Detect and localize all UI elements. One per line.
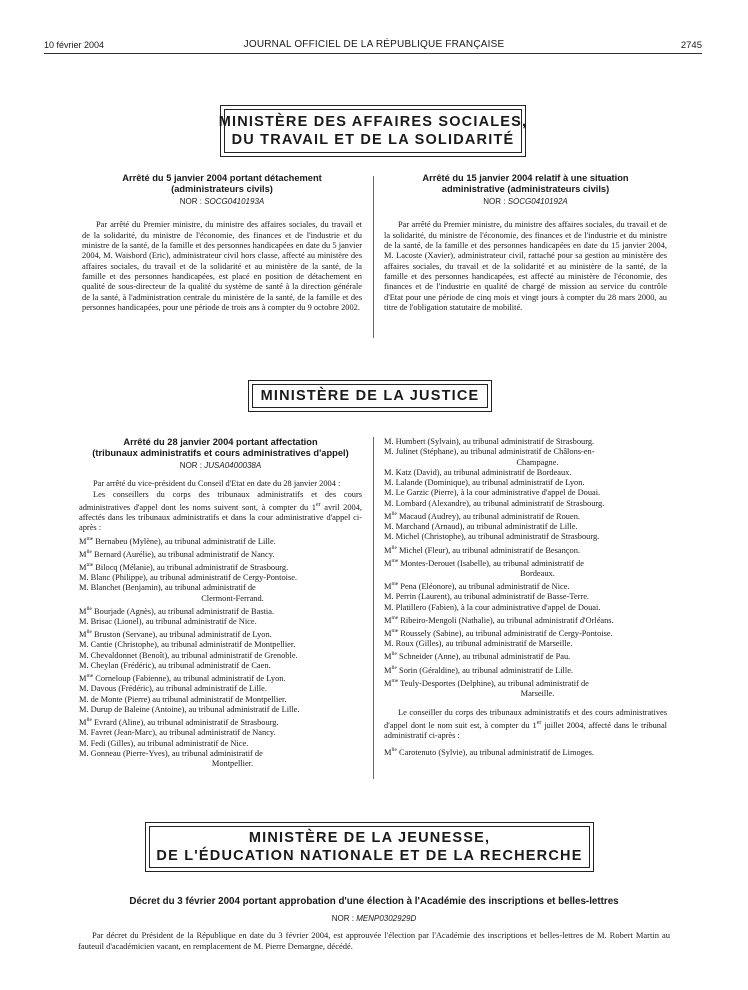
assignment-text: de Monte (Pierre) au tribunal administratif de Montpellier.	[88, 694, 287, 704]
page-number: 2745	[680, 40, 702, 51]
list-item	[384, 437, 667, 447]
civility: M.	[79, 684, 89, 694]
civility: M.	[384, 522, 394, 532]
assignment-continuation: Marseille.	[520, 688, 555, 698]
list-item	[384, 626, 667, 639]
ministry-affaires-line1: MINISTÈRE DES AFFAIRES SOCIALES,	[218, 114, 528, 130]
civility: M.	[79, 640, 89, 650]
civility-suffix: me	[391, 614, 399, 621]
arrete-5-janvier	[82, 173, 362, 313]
civility: M.	[79, 705, 89, 714]
civility: M	[79, 536, 87, 546]
civility-suffix: me	[86, 561, 94, 568]
list-item	[384, 543, 667, 556]
assignment-text: Perrin (Laurent), au tribunal administratif de Basse-Terre.	[393, 592, 590, 602]
list-item	[384, 603, 667, 613]
list-item	[384, 745, 667, 758]
decret-3-body: Par décret du Président de la République en date du 3 février 2004, est approuvée l'élection par l'Académie des inscriptions et belles-lettres de M. Robert Martin au fauteuil d'académicien vacant, en remplacement de M. Pierre Demargne, décédé.	[78, 930, 670, 951]
civility: M	[384, 582, 392, 592]
assignment-text: Schneider (Anne), au tribunal administratif de Pau.	[396, 652, 571, 662]
civility-suffix: me	[86, 673, 94, 680]
list-item	[79, 640, 362, 650]
assignment-text: Humbert (Sylvain), au tribunal administratif de Strasbourg.	[393, 437, 595, 446]
assignment-text: Corneloup (Fabienne), au tribunal administratif de Lyon.	[93, 674, 286, 684]
list-item	[79, 617, 362, 627]
civility: M.	[79, 694, 89, 704]
header-rule	[44, 53, 702, 54]
decret-3-nor	[40, 914, 708, 923]
journal-title: JOURNAL OFFICIEL DE LA RÉPUBLIQUE FRANÇAISE	[243, 39, 505, 50]
arrete-28-closing: Le conseiller du corps des tribunaux administratifs et des cours administratives d'appel dont le nom suit est, à compter du 1er juillet 2004, affecté dans le tribunal administratif ci-après :	[384, 708, 668, 741]
civility: M	[384, 652, 392, 662]
civility-suffix: lle	[391, 746, 397, 753]
list-item	[79, 583, 362, 604]
list-item	[384, 522, 667, 532]
ministry-affaires-line2: DU TRAVAIL ET DE LA SOLIDARITÉ	[231, 132, 515, 148]
assignment-text: Bourjade (Agnès), au tribunal administratif de Bastia.	[91, 606, 275, 616]
arrete-15-title-1: Arrêté du 15 janvier 2004 relatif à une situation	[422, 173, 629, 183]
assignment-text: Sorin (Géraldine), au tribunal administratif de Lille.	[396, 665, 574, 675]
ministry-jeunesse-line2: DE L'ÉDUCATION NATIONALE ET DE LA RECHERCHE	[156, 848, 583, 864]
list-item	[384, 509, 667, 522]
assignment-text: Bilocq (Mélanie), au tribunal administratif de Strasbourg.	[93, 562, 289, 572]
civility: M.	[79, 583, 89, 593]
civility: M	[384, 747, 392, 757]
civility: M.	[79, 617, 89, 627]
civility: M	[384, 615, 392, 625]
list-item	[384, 499, 667, 509]
assignment-continuation: Montpellier.	[211, 759, 254, 769]
assignment-text: Davous (Frédéric), au tribunal administratif de Lille.	[88, 684, 267, 694]
assignment-text: Lalande (Dominique), au tribunal administratif de Lyon.	[393, 478, 585, 488]
assignment-text: Cheylan (Frédéric), au tribunal administratif de Caen.	[88, 661, 271, 671]
civility: M.	[384, 447, 394, 457]
list-item	[79, 739, 362, 749]
assignment-text: Brisac (Lionel), au tribunal administratif de Nice.	[88, 617, 257, 627]
arrete-5-body: Par arrêté du Premier ministre, du ministre des affaires sociales, du travail et de la solidarité, du ministre de l'économie, des finances et de l'industrie et du ministre de la santé, de la famille et des personnes handicapées en date du 5 janvier 2004, M. Waisbord (Eric), administrateur civil hors classe, affecté au ministère des affaires sociales, du travail et de la solidarité et au ministère de la santé, de la famille et des personnes handicapées, est placé en position de détachement en qualité de sous-directeur de la qualité du système de santé à la direction générale de la santé, à l'administration centrale du ministère de la santé, de la famille et des personnes handicapées, pour une période de trois ans à compter du 9 octobre 2002.	[82, 220, 362, 312]
list-item	[79, 705, 362, 715]
assignment-text: Michel (Christophe), au tribunal administratif de Strasbourg.	[393, 532, 600, 542]
ministry-jeunesse-box	[145, 822, 594, 872]
ministry-justice-box	[248, 380, 492, 412]
list-item	[79, 560, 362, 573]
nor-label: NOR :	[331, 914, 354, 923]
civility-suffix: lle	[86, 629, 92, 636]
assignment-text: Platillero (Fabien), à la cour administrative d'appel de Douai.	[393, 602, 601, 612]
column-divider-bottom	[373, 437, 374, 779]
assignment-continuation: Clermont-Ferrand.	[201, 593, 264, 603]
assignment-text: Fedi (Gilles), au tribunal administratif de Nice.	[88, 738, 249, 748]
civility-suffix: me	[391, 581, 399, 588]
civility: M	[79, 562, 87, 572]
civility: M.	[79, 573, 89, 583]
assignment-text: Bernabeu (Mylène), au tribunal administratif de Lille.	[93, 536, 276, 546]
arrete-5-nor	[82, 197, 362, 207]
list-item	[384, 556, 667, 579]
arrete-28-title-1: Arrêté du 28 janvier 2004 portant affectation	[123, 437, 318, 447]
arrete-15-title-2: administrative (administrateurs civils)	[441, 183, 610, 194]
assignment-text: Le Garzic (Pierre), à la cour administrative d'appel de Douai.	[393, 488, 601, 498]
arrete-5-title-2: (administrateurs civils)	[171, 183, 273, 194]
assignment-text: Macaud (Audrey), au tribunal administratif de Rouen.	[396, 511, 580, 521]
assignment-text: Cantie (Christophe), au tribunal administratif de Montpellier.	[88, 640, 296, 650]
arrete-28-nor	[79, 461, 362, 471]
header-date: 10 février 2004	[44, 40, 105, 50]
assignment-text: Blanchet (Benjamin), au tribunal administratif de	[88, 583, 256, 593]
list-item	[384, 649, 667, 662]
list-item	[384, 579, 667, 592]
civility-suffix: lle	[391, 511, 397, 518]
civility: M.	[79, 661, 89, 671]
civility: M.	[384, 592, 394, 602]
list-item	[384, 447, 667, 468]
arrete-28-janvier-left	[79, 437, 362, 770]
list-item	[384, 478, 667, 488]
assignment-list-left	[79, 534, 362, 770]
civility: M	[384, 558, 392, 568]
ministry-jeunesse-line1: MINISTÈRE DE LA JEUNESSE,	[248, 830, 491, 846]
civility: M	[384, 545, 392, 555]
assignment-text: Gonneau (Pierre-Yves), au tribunal administratif de	[88, 748, 263, 758]
civility: M	[79, 718, 87, 728]
arrete-5-title-1: Arrêté du 5 janvier 2004 portant détachement	[122, 173, 322, 183]
arrete-28-janvier-right	[384, 437, 667, 758]
list-item	[79, 728, 362, 738]
list-item	[384, 592, 667, 602]
civility: M.	[79, 748, 89, 758]
list-item	[384, 532, 667, 542]
civility-suffix: me	[86, 535, 94, 542]
civility-suffix: lle	[391, 664, 397, 671]
civility: M.	[384, 602, 394, 612]
civility-suffix: me	[391, 557, 399, 564]
civility: M.	[384, 498, 394, 508]
assignment-text: Katz (David), au tribunal administratif de Bordeaux.	[393, 467, 572, 477]
civility: M	[79, 674, 87, 684]
civility-suffix: me	[391, 677, 399, 684]
list-item	[79, 573, 362, 583]
civility: M.	[384, 467, 394, 477]
assignment-text: Ribeiro-Mengoli (Nathalie), au tribunal administratif d'Orléans.	[398, 615, 614, 625]
assignment-text: Favret (Jean-Marc), au tribunal administratif de Nancy.	[88, 728, 276, 738]
list-item	[79, 671, 362, 684]
list-item	[384, 663, 667, 676]
assignment-text: Carotenuto (Sylvie), au tribunal administratif de Limoges.	[396, 747, 594, 757]
assignment-text: Roussely (Sabine), au tribunal administratif de Cergy-Pontoise.	[398, 628, 613, 638]
list-item	[79, 627, 362, 640]
assignment-text: Pena (Eléonore), au tribunal administratif de Nice.	[398, 582, 570, 592]
civility: M	[79, 549, 87, 559]
civility: M.	[384, 639, 394, 649]
nor-code: SOCG0410192A	[507, 197, 568, 207]
list-item	[79, 604, 362, 617]
decret-3-title: Décret du 3 février 2004 portant approbation d'une élection à l'Académie des inscriptions et belles-lettres	[129, 896, 619, 907]
list-item	[79, 661, 362, 671]
list-item	[384, 488, 667, 498]
assignment-text: Roux (Gilles), au tribunal administratif de Marseille.	[393, 639, 573, 649]
assignment-continuation: Bordeaux.	[520, 568, 555, 578]
assignment-text: Julinet (Stéphane), au tribunal administratif de Châlons-en-	[393, 447, 595, 457]
list-item	[384, 676, 667, 699]
assignment-text: Lombard (Alexandre), au tribunal administratif de Strasbourg.	[393, 498, 605, 508]
assignment-text: Blanc (Philippe), au tribunal administratif de Cergy-Pontoise.	[88, 573, 298, 583]
civility-suffix: me	[391, 628, 399, 635]
assignment-text: Evrard (Aline), au tribunal administratif de Strasbourg.	[91, 718, 279, 728]
assignment-text: Chevaldonnet (Benoît), au tribunal administratif de Grenoble.	[88, 650, 298, 660]
civility: M.	[384, 437, 394, 446]
list-item	[384, 639, 667, 649]
civility: M.	[79, 738, 89, 748]
nor-code: SOCG0410193A	[204, 197, 265, 207]
civility: M	[384, 665, 392, 675]
ministry-justice-line1: MINISTÈRE DE LA JUSTICE	[260, 388, 480, 404]
list-item	[79, 715, 362, 728]
assignment-text: Michel (Fleur), au tribunal administratif de Besançon.	[396, 545, 580, 555]
civility-suffix: lle	[391, 651, 397, 658]
list-item	[79, 684, 362, 694]
column-divider-top	[373, 176, 374, 338]
arrete-28-intro-1: Par arrêté du vice-président du Conseil d'Etat en date du 28 janvier 2004 :	[93, 479, 341, 489]
arrete-15-nor	[384, 197, 667, 207]
civility: M.	[79, 650, 89, 660]
assignment-continuation: Champagne.	[516, 457, 559, 467]
civility: M.	[384, 478, 394, 488]
civility-suffix: lle	[86, 717, 92, 724]
ministry-affaires-sociales-box	[220, 105, 526, 157]
arrete-15-body: Par arrêté du Premier ministre, du ministre des affaires sociales, du travail et de la solidarité, du ministre de l'économie, des finances et de l'industrie et du ministre de la santé, de la famille et des personnes handicapées en date du 15 janvier 2004, M. Lacoste (Xavier), administrateur civil, rattaché pour sa gestion au ministère des affaires sociales, du travail et de la solidarité et au ministère de la santé, de la famille et des personnes handicapées, est affecté au ministère de l'économie, des finances et de l'industrie en qualité de chargé de mission au service du contrôle d'Etat pour une période de cinq mois et vingt jours à compter du 28 mars 2000, au titre de l'obligation statutaire de mobilité.	[384, 220, 667, 312]
civility: M	[384, 678, 392, 688]
civility-suffix: lle	[86, 605, 92, 612]
assignment-text: Montes-Derouet (Isabelle), au tribunal administratif de	[398, 558, 585, 568]
list-item	[79, 695, 362, 705]
list-item	[79, 534, 362, 547]
assignment-list-closing	[384, 745, 667, 758]
arrete-15-janvier	[384, 173, 667, 313]
list-item	[384, 613, 667, 626]
civility: M	[79, 606, 87, 616]
assignment-text: Teuly-Desportes (Delphine), au tribunal administratif de	[398, 678, 589, 688]
nor-code: JUSA0400038A	[204, 461, 262, 471]
list-item	[79, 651, 362, 661]
list-item	[79, 547, 362, 560]
nor-code: MENP0302929D	[356, 914, 417, 923]
nor-label: NOR :	[179, 197, 202, 207]
assignment-text: Durup de Baleine (Antoine), au tribunal administratif de Lille.	[88, 705, 300, 714]
civility-suffix: lle	[86, 548, 92, 555]
arrete-28-title-2: (tribunaux administratifs et cours administratives d'appel)	[92, 447, 349, 458]
civility: M.	[384, 532, 394, 542]
assignment-text: Bernard (Aurélie), au tribunal administratif de Nancy.	[91, 549, 275, 559]
civility-suffix: lle	[391, 544, 397, 551]
assignment-text: Bruston (Servane), au tribunal administratif de Lyon.	[91, 630, 272, 640]
civility: M.	[79, 728, 89, 738]
list-item	[79, 749, 362, 770]
civility: M	[384, 511, 392, 521]
nor-label: NOR :	[179, 461, 203, 471]
civility: M	[79, 630, 87, 640]
arrete-28-intro-2: Les conseillers du corps des tribunaux administratifs et des cours administratives d'appel dont les noms suivent sont, à compter du 1er avril 2004, affectés dans les tribunaux administratifs et dans la cour administrative d'appel ci-après :	[79, 489, 362, 533]
assignment-list-right	[384, 437, 667, 699]
assignment-text: Marchand (Arnaud), au tribunal administratif de Lille.	[393, 522, 578, 532]
list-item	[384, 468, 667, 478]
nor-label: NOR :	[483, 197, 506, 207]
civility: M	[384, 628, 392, 638]
civility: M.	[384, 488, 394, 498]
